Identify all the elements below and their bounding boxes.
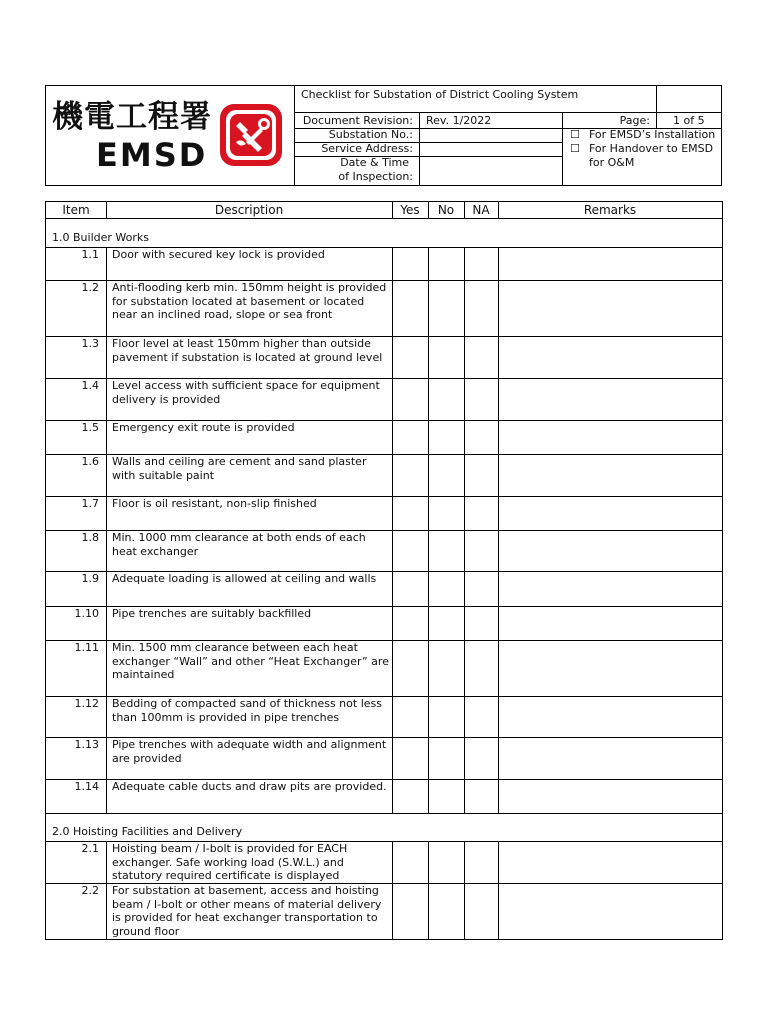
checklist-title: Checklist for Substation of District Cooling System bbox=[301, 88, 579, 101]
item-description: Floor level at least 150mm higher than outside pavement if substation is located at ground level bbox=[112, 337, 383, 364]
remarks-cell[interactable] bbox=[499, 697, 721, 736]
emsd-emblem-icon bbox=[218, 102, 284, 168]
yes-cell[interactable] bbox=[393, 884, 427, 938]
remarks-cell[interactable] bbox=[499, 337, 721, 377]
yes-cell[interactable] bbox=[393, 572, 427, 605]
remarks-cell[interactable] bbox=[499, 780, 721, 812]
item-number: 1.11 bbox=[74, 641, 99, 654]
na-cell[interactable] bbox=[465, 607, 497, 639]
yes-cell[interactable] bbox=[393, 248, 427, 279]
col-header-description: Description bbox=[214, 203, 284, 217]
item-description: Min. 1000 mm clearance at both ends of each heat exchanger bbox=[112, 531, 366, 558]
column-divider bbox=[106, 571, 107, 606]
column-divider bbox=[106, 247, 107, 280]
no-cell[interactable] bbox=[429, 842, 463, 882]
yes-cell[interactable] bbox=[393, 281, 427, 335]
no-cell[interactable] bbox=[429, 531, 463, 570]
yes-cell[interactable] bbox=[393, 497, 427, 529]
no-cell[interactable] bbox=[429, 780, 463, 812]
service-address-label: Service Address: bbox=[321, 142, 413, 155]
item-description: Pipe trenches with adequate width and alignment are provided bbox=[112, 738, 387, 765]
item-number: 1.3 bbox=[81, 337, 99, 350]
item-number: 1.12 bbox=[74, 697, 99, 710]
yes-cell[interactable] bbox=[393, 379, 427, 419]
na-cell[interactable] bbox=[465, 884, 497, 938]
item-description: Min. 1500 mm clearance between each heat exchanger “Wall” and other “Heat Exchanger” are maintained bbox=[112, 641, 389, 682]
column-divider bbox=[106, 496, 107, 530]
page-label: Page: bbox=[619, 114, 650, 127]
no-cell[interactable] bbox=[429, 421, 463, 453]
substation-field[interactable] bbox=[420, 129, 561, 141]
no-cell[interactable] bbox=[429, 572, 463, 605]
item-number: 1.8 bbox=[81, 531, 99, 544]
item-number: 2.1 bbox=[81, 842, 99, 855]
no-cell[interactable] bbox=[429, 884, 463, 938]
checkbox-handover[interactable]: ☐ bbox=[570, 142, 580, 155]
logo-chinese-text: 機電工程署 bbox=[52, 99, 212, 135]
na-cell[interactable] bbox=[465, 379, 497, 419]
col-header-no: No bbox=[437, 203, 455, 217]
remarks-cell[interactable] bbox=[499, 572, 721, 605]
column-divider bbox=[106, 841, 107, 883]
service-address-field[interactable] bbox=[420, 143, 561, 155]
logo-english-text: EMSD bbox=[96, 136, 208, 174]
item-description: Adequate cable ducts and draw pits are provided. bbox=[112, 780, 387, 793]
yes-cell[interactable] bbox=[393, 531, 427, 570]
yes-cell[interactable] bbox=[393, 607, 427, 639]
no-cell[interactable] bbox=[429, 455, 463, 495]
no-cell[interactable] bbox=[429, 281, 463, 335]
column-divider bbox=[106, 606, 107, 640]
na-cell[interactable] bbox=[465, 780, 497, 812]
remarks-cell[interactable] bbox=[499, 379, 721, 419]
na-cell[interactable] bbox=[465, 455, 497, 495]
yes-cell[interactable] bbox=[393, 842, 427, 882]
section-title: 2.0 Hoisting Facilities and Delivery bbox=[52, 825, 243, 838]
column-divider bbox=[106, 336, 107, 378]
remarks-cell[interactable] bbox=[499, 497, 721, 529]
yes-cell[interactable] bbox=[393, 697, 427, 736]
no-cell[interactable] bbox=[429, 248, 463, 279]
page-number: 1 of 5 bbox=[673, 114, 705, 127]
item-description: Adequate loading is allowed at ceiling and walls bbox=[112, 572, 377, 585]
row-divider bbox=[46, 813, 722, 814]
yes-cell[interactable] bbox=[393, 337, 427, 377]
item-description: Door with secured key lock is provided bbox=[112, 248, 325, 261]
col-header-yes: Yes bbox=[400, 203, 420, 217]
na-cell[interactable] bbox=[465, 281, 497, 335]
item-description: Floor is oil resistant, non-slip finished bbox=[112, 497, 317, 510]
remarks-cell[interactable] bbox=[499, 641, 721, 695]
yes-cell[interactable] bbox=[393, 780, 427, 812]
remarks-cell[interactable] bbox=[499, 607, 721, 639]
item-description: For substation at basement, access and hoisting beam / I-bolt or other means of material delivery is provided for heat exchanger transportation to ground floor bbox=[112, 884, 382, 938]
item-description: Hoisting beam / I-bolt is provided for EACH exchanger. Safe working load (S.W.L.) and statutory required certificate is displayed bbox=[112, 842, 348, 883]
remarks-cell[interactable] bbox=[499, 738, 721, 778]
remarks-cell[interactable] bbox=[499, 281, 721, 335]
column-divider bbox=[106, 883, 107, 939]
section-title: 1.0 Builder Works bbox=[52, 231, 149, 244]
item-description: Emergency exit route is provided bbox=[112, 421, 295, 434]
na-cell[interactable] bbox=[465, 497, 497, 529]
no-cell[interactable] bbox=[429, 607, 463, 639]
item-number: 1.14 bbox=[74, 780, 99, 793]
remarks-cell[interactable] bbox=[499, 455, 721, 495]
na-cell[interactable] bbox=[465, 842, 497, 882]
remarks-cell[interactable] bbox=[499, 421, 721, 453]
emsd-logo bbox=[46, 86, 295, 185]
no-cell[interactable] bbox=[429, 641, 463, 695]
item-description: Bedding of compacted sand of thickness not less than 100mm is provided in pipe trenches bbox=[112, 697, 382, 724]
item-number: 1.7 bbox=[81, 497, 99, 510]
na-cell[interactable] bbox=[465, 337, 497, 377]
item-number: 1.5 bbox=[81, 421, 99, 434]
item-number: 1.4 bbox=[81, 379, 99, 392]
doc-revision-value: Rev. 1/2022 bbox=[426, 114, 492, 127]
option-handover-line2: for O&M bbox=[589, 156, 635, 169]
no-cell[interactable] bbox=[429, 497, 463, 529]
checklist-table bbox=[45, 201, 723, 940]
doc-revision-label: Document Revision: bbox=[302, 114, 413, 127]
date-time-field[interactable] bbox=[420, 157, 561, 184]
item-description: Pipe trenches are suitably backfilled bbox=[112, 607, 312, 620]
column-divider bbox=[392, 202, 393, 218]
column-divider bbox=[106, 280, 107, 336]
item-description: Walls and ceiling are cement and sand plaster with suitable paint bbox=[112, 455, 367, 482]
na-cell[interactable] bbox=[465, 697, 497, 736]
na-cell[interactable] bbox=[465, 531, 497, 570]
header-info-grid bbox=[295, 86, 721, 185]
date-time-label: Date & Time bbox=[340, 156, 409, 169]
column-divider bbox=[106, 696, 107, 737]
column-divider bbox=[106, 378, 107, 420]
remarks-cell[interactable] bbox=[499, 884, 721, 938]
no-cell[interactable] bbox=[429, 379, 463, 419]
na-cell[interactable] bbox=[465, 738, 497, 778]
col-header-item: Item bbox=[62, 203, 90, 217]
col-header-remarks: Remarks bbox=[583, 203, 637, 217]
na-cell[interactable] bbox=[465, 572, 497, 605]
column-divider bbox=[106, 202, 107, 218]
yes-cell[interactable] bbox=[393, 641, 427, 695]
yes-cell[interactable] bbox=[393, 738, 427, 778]
item-number: 1.1 bbox=[81, 248, 99, 261]
item-description: Level access with sufficient space for equipment delivery is provided bbox=[112, 379, 380, 406]
column-divider bbox=[106, 454, 107, 496]
column-divider bbox=[106, 640, 107, 696]
header-divider bbox=[46, 218, 722, 219]
column-divider bbox=[106, 530, 107, 571]
yes-cell[interactable] bbox=[393, 421, 427, 453]
column-divider bbox=[106, 420, 107, 454]
na-cell[interactable] bbox=[465, 248, 497, 279]
no-cell[interactable] bbox=[429, 337, 463, 377]
item-description: Anti-flooding kerb min. 150mm height is provided for substation located at basement or located near an inclined road, slope or sea front bbox=[112, 281, 387, 322]
item-number: 1.10 bbox=[74, 607, 99, 620]
date-time-label-line2: of Inspection: bbox=[338, 170, 413, 183]
na-cell[interactable] bbox=[465, 421, 497, 453]
column-divider bbox=[428, 202, 429, 218]
remarks-cell[interactable] bbox=[499, 531, 721, 570]
col-header-na: NA bbox=[472, 203, 490, 217]
remarks-cell[interactable] bbox=[499, 842, 721, 882]
no-cell[interactable] bbox=[429, 697, 463, 736]
item-number: 2.2 bbox=[81, 884, 99, 897]
row-divider bbox=[46, 939, 722, 940]
column-divider bbox=[106, 779, 107, 813]
yes-cell[interactable] bbox=[393, 455, 427, 495]
column-divider bbox=[498, 202, 499, 218]
item-number: 1.2 bbox=[81, 281, 99, 294]
column-divider bbox=[464, 202, 465, 218]
checkbox-emsd-installation[interactable]: ☐ bbox=[570, 128, 580, 141]
remarks-cell[interactable] bbox=[499, 248, 721, 279]
na-cell[interactable] bbox=[465, 641, 497, 695]
item-number: 1.9 bbox=[81, 572, 99, 585]
option-handover: For Handover to EMSD bbox=[589, 142, 714, 155]
no-cell[interactable] bbox=[429, 738, 463, 778]
substation-label: Substation No.: bbox=[328, 128, 413, 141]
document-header bbox=[45, 85, 722, 186]
option-emsd-installation: For EMSD’s Installation bbox=[589, 128, 716, 141]
item-number: 1.6 bbox=[81, 455, 99, 468]
item-number: 1.13 bbox=[74, 738, 99, 751]
column-divider bbox=[106, 737, 107, 779]
